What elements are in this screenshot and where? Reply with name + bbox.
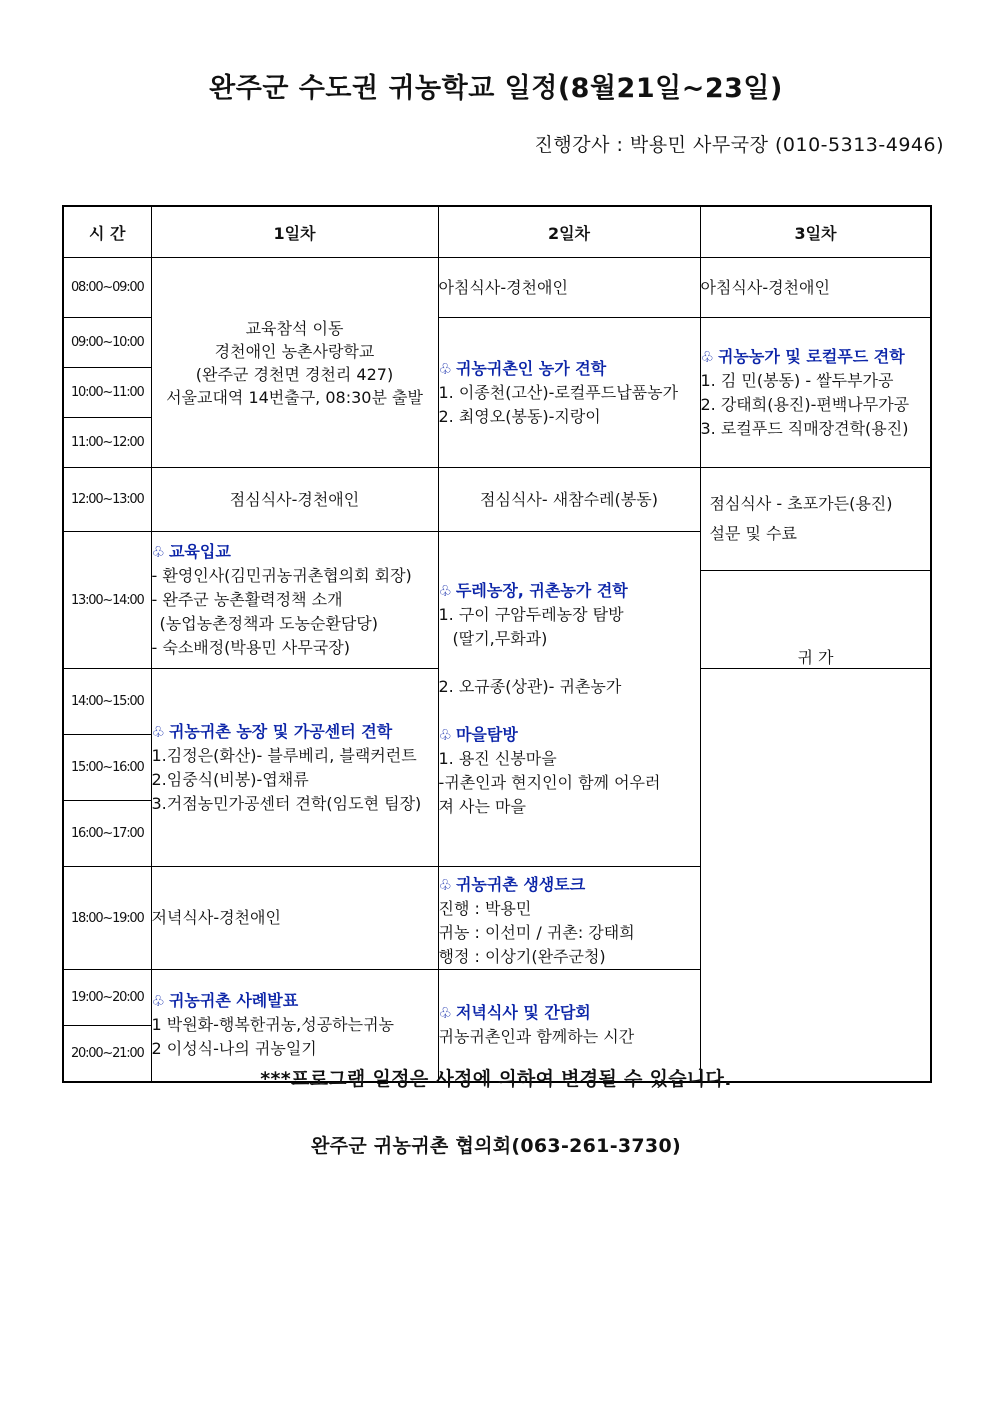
clover-icon: ♧ bbox=[438, 359, 452, 378]
header-day1: 1일차 bbox=[151, 206, 438, 258]
day2-talk-cell bbox=[438, 867, 700, 970]
day2-village-item: 져 사는 마을 bbox=[438, 797, 526, 816]
day3-farm-tour-item: 1. 김 민(봉동) - 쌀두부가공 bbox=[700, 370, 894, 390]
day2-village-item: -귀촌인과 현지인이 함께 어우러 bbox=[438, 773, 661, 792]
clover-icon: ♧ bbox=[151, 543, 165, 561]
day2-dinner-item: 귀농귀촌인과 함께하는 시간 bbox=[438, 1027, 635, 1047]
day2-dinner-title: ♧ 저녁식사 및 간담회 bbox=[438, 1003, 591, 1023]
clover-icon: ♧ bbox=[151, 722, 165, 741]
day1-move-line: (완주군 경천면 경천리 427) bbox=[195, 364, 394, 384]
day1-farm-tour-title: ♧ 귀농귀촌 농장 및 가공센터 견학 bbox=[151, 721, 393, 741]
clover-icon: ♧ bbox=[438, 726, 452, 744]
time-slot: 20:00~21:00 bbox=[63, 1026, 151, 1082]
day2-dure-item: 2. 오규종(상관)- 귀촌농가 bbox=[438, 677, 622, 696]
day2-dure-title: ♧ 두레농장, 귀촌농가 견학 bbox=[438, 581, 628, 600]
time-slot: 16:00~17:00 bbox=[63, 801, 151, 867]
time-slot: 12:00~13:00 bbox=[63, 468, 151, 532]
day1-orientation-cell bbox=[151, 532, 438, 669]
day2-dure-item: 1. 구이 구암두레농장 탐방 bbox=[438, 605, 624, 624]
day3-farm-tour-title: ♧ 귀농농가 및 로컬푸드 견학 bbox=[700, 346, 905, 366]
day3-return: 귀 가 bbox=[701, 570, 931, 668]
day3-lunch-line: 설문 및 수료 bbox=[709, 524, 797, 543]
day1-cases-item: 1 박원화-행복한귀농,성공하는귀농 bbox=[151, 1015, 395, 1035]
time-slot: 09:00~10:00 bbox=[63, 318, 151, 368]
time-slot: 11:00~12:00 bbox=[63, 418, 151, 468]
day1-orientation-item: - 환영인사(김민귀농귀촌협의회 회장) bbox=[151, 566, 412, 585]
day2-afternoon-cell bbox=[438, 532, 700, 867]
day3-farm-tour-cell bbox=[700, 318, 931, 468]
day2-talk-item: 행정 : 이상기(완주군청) bbox=[438, 947, 606, 966]
day1-orientation-title: ♧ 교육입교 bbox=[151, 542, 231, 561]
day1-farm-tour-item: 2.임중식(비봉)-엽채류 bbox=[151, 769, 309, 789]
day2-dure-item: (딸기,무화과) bbox=[452, 629, 548, 648]
day1-cases-item: 2 이성식-나의 귀농일기 bbox=[151, 1039, 317, 1059]
header-time: 시 간 bbox=[63, 206, 151, 258]
day2-village-item: 1. 용진 신봉마을 bbox=[438, 749, 557, 768]
day3-lunch-line: 점심식사 - 초포가든(용진) bbox=[709, 494, 893, 513]
schedule-table bbox=[62, 205, 932, 1083]
clover-icon: ♧ bbox=[438, 582, 452, 600]
page-title: 완주군 수도권 귀농학교 일정(8월21일~23일) bbox=[209, 73, 783, 104]
instructor-info: 진행강사 : 박용민 사무국장 (010-5313-4946) bbox=[534, 134, 944, 156]
header-day3: 3일차 bbox=[700, 206, 931, 258]
time-slot: 19:00~20:00 bbox=[63, 970, 151, 1026]
day1-move-cell bbox=[151, 258, 438, 468]
day1-lunch: 점심식사-경천애인 bbox=[151, 468, 438, 532]
day2-lunch: 점심식사- 새참수레(봉동) bbox=[438, 468, 700, 532]
clover-icon: ♧ bbox=[700, 347, 714, 366]
header-day2: 2일차 bbox=[438, 206, 700, 258]
time-slot: 15:00~16:00 bbox=[63, 735, 151, 801]
day1-orientation-item: - 숙소배정(박용민 사무국장) bbox=[151, 638, 350, 657]
clover-icon: ♧ bbox=[438, 1004, 452, 1023]
day1-farm-tour-item: 3.거점농민가공센터 견학(임도현 팀장) bbox=[151, 793, 422, 813]
day2-farm-tour-item: 1. 이종천(고산)-로컬푸드납품농가 bbox=[438, 382, 679, 402]
clover-icon: ♧ bbox=[151, 992, 165, 1011]
time-slot: 08:00~09:00 bbox=[63, 258, 151, 318]
time-slot: 10:00~11:00 bbox=[63, 368, 151, 418]
day3-farm-tour-item: 2. 강태희(용진)-편백나무가공 bbox=[700, 394, 910, 414]
day1-move-line: 서울교대역 14번출구, 08:30분 출발 bbox=[166, 387, 423, 407]
day3-lunch-block bbox=[701, 468, 931, 570]
day1-dinner: 저녁식사-경천애인 bbox=[151, 867, 438, 970]
day2-farm-tour-item: 2. 최영오(봉동)-지랑이 bbox=[438, 406, 601, 426]
day2-village-title: ♧ 마을탐방 bbox=[438, 725, 518, 744]
time-slot: 18:00~19:00 bbox=[63, 867, 151, 970]
day2-talk-title: ♧ 귀농귀촌 생생토크 bbox=[438, 875, 586, 894]
header-row bbox=[63, 206, 931, 258]
day3-farm-tour-item: 3. 로컬푸드 직매장견학(용진) bbox=[700, 418, 909, 438]
day1-move-line: 경천애인 농촌사랑학교 bbox=[214, 341, 375, 361]
day2-farm-tour-title: ♧ 귀농귀촌인 농가 견학 bbox=[438, 358, 607, 378]
day2-farm-tour-cell bbox=[438, 318, 700, 468]
time-slot: 13:00~14:00 bbox=[63, 532, 151, 669]
day2-breakfast: 아침식사-경천애인 bbox=[438, 258, 700, 318]
day1-move-line: 교육참석 이동 bbox=[245, 318, 344, 338]
day1-farm-tour-cell bbox=[151, 669, 438, 867]
day3-breakfast: 아침식사-경천애인 bbox=[700, 258, 931, 318]
day2-talk-item: 진행 : 박용민 bbox=[438, 899, 532, 918]
time-slot: 14:00~15:00 bbox=[63, 669, 151, 735]
day1-farm-tour-item: 1.김정은(화산)- 블루베리, 블랙커런트 bbox=[151, 745, 417, 765]
day1-orientation-item: - 완주군 농촌활력정책 소개 bbox=[151, 590, 343, 609]
day1-orientation-item: (농업농촌정책과 도농순환담당) bbox=[159, 614, 378, 633]
day3-afternoon-cell bbox=[700, 468, 931, 669]
day2-talk-item: 귀농 : 이선미 / 귀촌: 강태희 bbox=[438, 923, 635, 942]
day1-cases-title: ♧ 귀농귀촌 사례발표 bbox=[151, 991, 299, 1011]
organizer-contact: 완주군 귀농귀촌 협의회(063-261-3730) bbox=[311, 1135, 681, 1157]
schedule-change-note: ***프로그램 일정은 사정에 의하여 변경될 수 있습니다. bbox=[260, 1068, 732, 1090]
clover-icon: ♧ bbox=[438, 876, 452, 894]
